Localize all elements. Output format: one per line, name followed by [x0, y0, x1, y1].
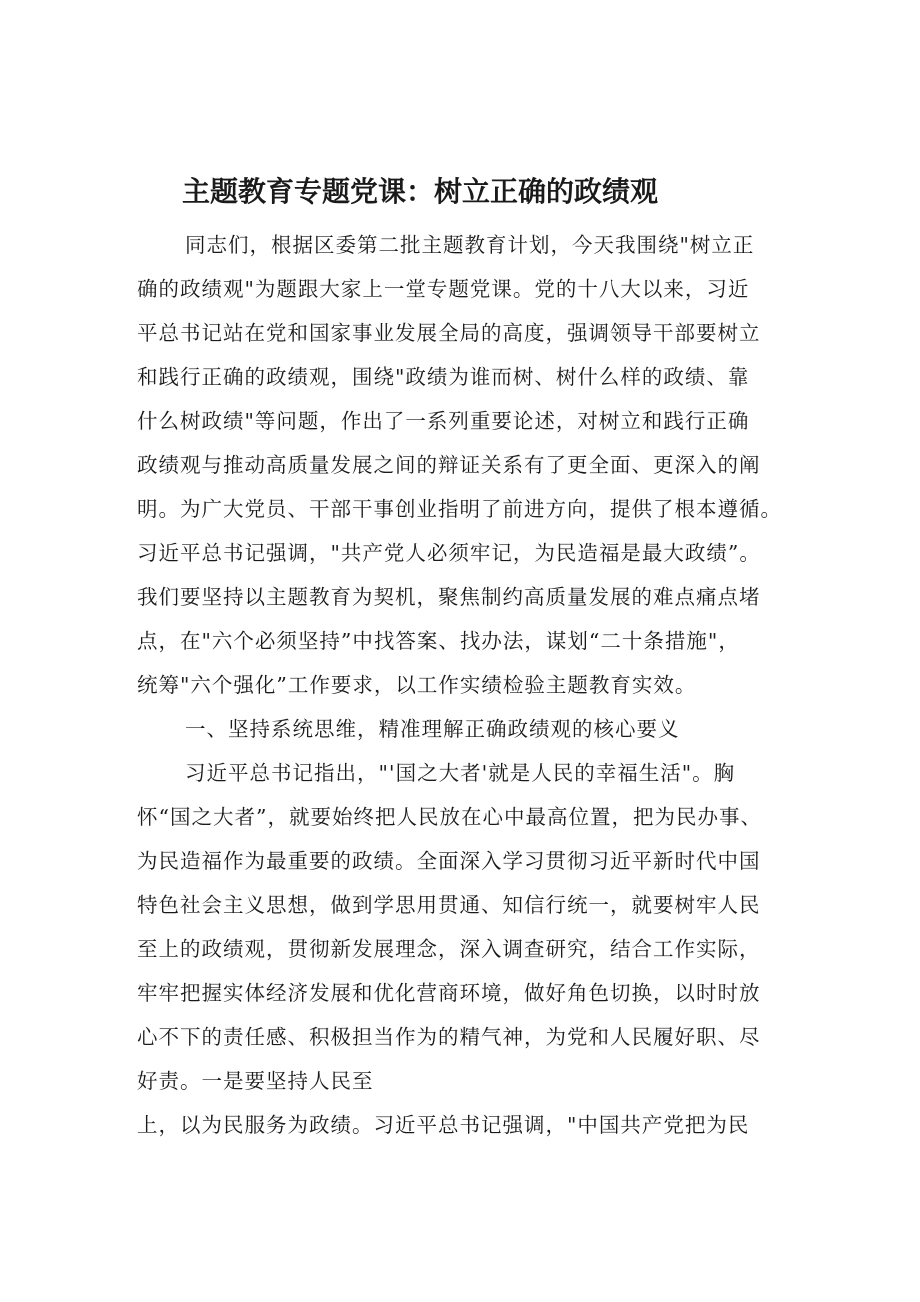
paragraph-line: 我们要坚持以主题教育为契机，聚焦制约高质量发展的难点痛点堵 [137, 585, 761, 609]
paragraph-line: 习近平总书记强调，"共产党人必须牢记，为民造福是最大政绩”。 [137, 541, 761, 565]
document-title: 主题教育专题党课：树立正确的政绩观 [182, 175, 659, 208]
paragraph-line: 特色社会主义思想，做到学思用贯通、知信行统一，就要树牢人民 [137, 893, 761, 917]
paragraph-line: 牢牢把握实体经济发展和优化营商环境，做好角色切换，以时时放 [137, 981, 761, 1005]
paragraph-line: 明。为广大党员、干部干事创业指明了前进方向，提供了根本遵循。 [137, 497, 782, 521]
paragraph-line: 政绩观与推动高质量发展之间的辩证关系有了更全面、更深入的阐 [137, 453, 761, 477]
paragraph-line: 统筹"六个强化”工作要求，以工作实绩检验主题教育实效。 [137, 673, 697, 697]
paragraph-line: 确的政绩观"为题跟大家上一堂专题党课。党的十八大以来，习近 [137, 277, 750, 301]
paragraph-line: 平总书记站在党和国家事业发展全局的高度，强调领导干部要树立 [137, 321, 761, 345]
paragraph-line: 上，以为民服务为政绩。习近平总书记强调，"中国共产党把为民 [137, 1113, 750, 1137]
paragraph-line: 习近平总书记指出，"'国之大者'就是人民的幸福生活"。胸 [185, 761, 736, 785]
paragraph-line: 心不下的责任感、积极担当作为的精气神，为党和人民履好职、尽 [137, 1025, 761, 1049]
paragraph-line: 至上的政绩观，贯彻新发展理念，深入调查研究，结合工作实际， [137, 937, 761, 961]
paragraph-line: 为民造福作为最重要的政绩。全面深入学习贯彻习近平新时代中国 [137, 849, 761, 873]
paragraph-line: 同志们，根据区委第二批主题教育计划，今天我围绕"树立正 [185, 233, 755, 257]
paragraph-line: 怀“国之大者”，就要始终把人民放在心中最高位置，把为民办事、 [137, 805, 762, 829]
paragraph-line: 和践行正确的政绩观，围绕"政绩为谁而树、树什么样的政绩、靠 [137, 365, 750, 389]
paragraph-line: 点，在"六个必须坚持”中找答案、找办法，谋划“二十条措施"， [137, 629, 740, 653]
paragraph-line: 什么树政绩"等问题，作出了一系列重要论述，对树立和践行正确 [137, 409, 750, 433]
section-heading: 一、坚持系统思维，精准理解正确政绩观的核心要义 [185, 717, 680, 741]
paragraph-line: 好责。一是要坚持人民至 [137, 1069, 374, 1093]
